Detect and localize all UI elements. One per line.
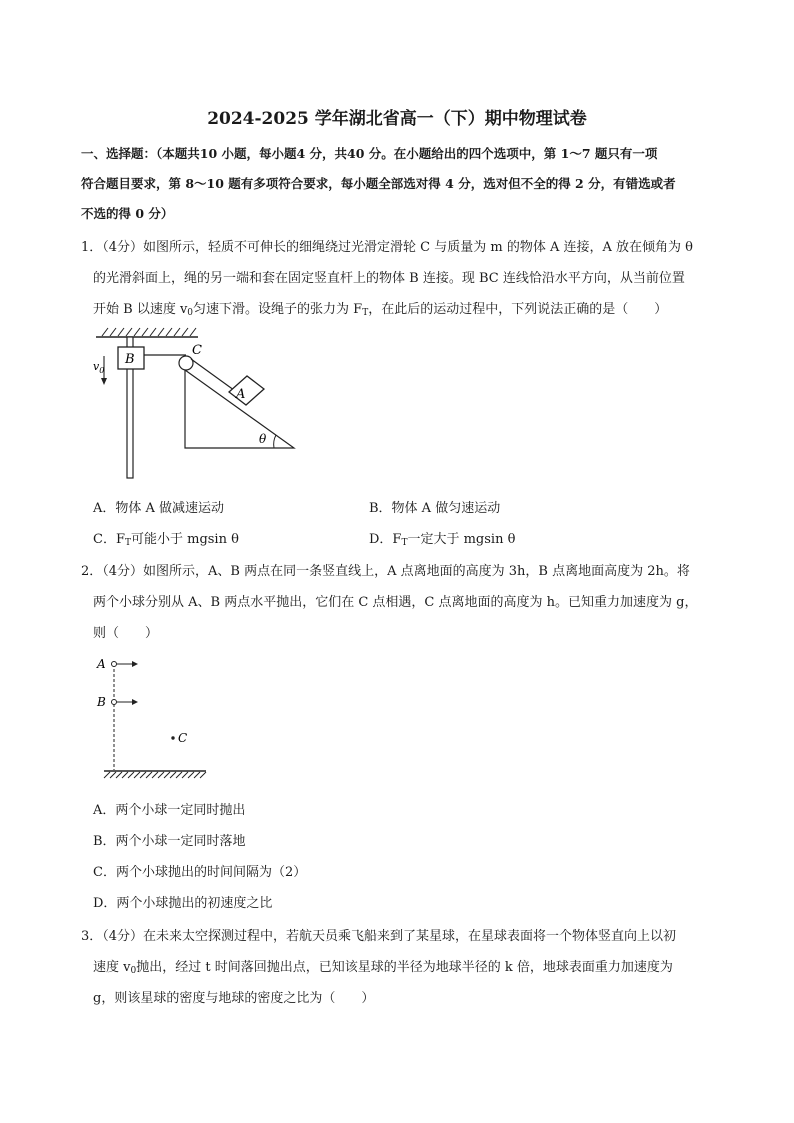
q2-fig-label-b: B (97, 695, 106, 709)
q1-option-c-post: 可能小于 mgsin θ (130, 532, 239, 547)
q1-line-3-text-c: ，在此后的运动过程中，下列说法正确的是（ ） (368, 302, 668, 317)
section-line-3: 不选的得 0 分） (81, 206, 174, 221)
q1-option-d-sub: T (401, 538, 408, 548)
q1-option-b: B．物体 A 做匀速运动 (369, 501, 501, 516)
section-line-1: 一、选择题：（本题共10 小题，每小题4 分，共40 分。在小题给出的四个选项中，第 1～7 题只有一项 (81, 146, 658, 161)
q3-line-2-text-b: 抛出，经过 t 时间落回抛出点，已知该星球的半径为地球半径的 k 倍，地球表面重力加速度为 (136, 960, 673, 975)
q1-fig-label-c: C (192, 343, 202, 358)
q1-option-c-pre: C．F (93, 532, 125, 547)
q1-option-a: A．物体 A 做减速运动 (93, 501, 225, 516)
q1-fig-label-theta: θ (259, 432, 267, 446)
q1-line-3-sub: 0 (187, 308, 194, 318)
q3-line-1: 3．（4分）在未来太空探测过程中，若航天员乘飞船来到了某星球，在星球表面将一个物体竖直向上以初 (81, 929, 677, 944)
q2-fig-label-a: A (97, 657, 106, 671)
q2-option-a: A．两个小球一定同时抛出 (93, 803, 246, 818)
q2-option-b: B．两个小球一定同时落地 (93, 834, 246, 849)
q1-fig-label-b: B (125, 352, 135, 367)
q2-option-c: C．两个小球抛出的时间间隔为（2） (93, 865, 307, 880)
q1-line-3-text-a: 开始 B 以速度 v (93, 302, 188, 317)
q1-line-3-sub2: T (362, 308, 369, 318)
q1-line-3 (93, 298, 667, 318)
q2-line-1: 2．（4分）如图所示，A、B 两点在同一条竖直线上，A 点离地面的高度为 3h，B 点离地面高度为 2h。将 (81, 564, 690, 579)
q2-option-d: D．两个小球抛出的初速度之比 (93, 896, 273, 911)
q3-line-2 (93, 956, 673, 976)
q1-fig-label-a: A (236, 387, 246, 402)
q1-option-d-post: 一定大于 mgsin θ (407, 532, 516, 547)
q1-line-2: 的光滑斜面上，绳的另一端和套在固定竖直杆上的物体 B 连接。现 BC 连线恰沿水平方向，从当前位置 (93, 271, 685, 286)
q1-line-1: 1．（4分）如图所示，轻质不可伸长的细绳绕过光滑定滑轮 C 与质量为 m 的物体 A 连接，A 放在倾角为 θ (81, 240, 693, 255)
q1-fig-label-v: $v_0$ (93, 360, 105, 375)
q3-line-2-sub: 0 (130, 966, 137, 976)
page-title: 2024-2025 学年湖北省高一（下）期中物理试卷 (207, 109, 587, 129)
q1-option-c-sub: T (124, 538, 131, 548)
q1-option-c (93, 528, 239, 548)
section-line-2: 符合题目要求，第 8～10 题有多项符合要求，每小题全部选对得 4 分，选对但不全的得 2 分，有错选或者 (81, 176, 676, 191)
q3-line-2-text-a: 速度 v (93, 960, 131, 975)
q2-line-3: 则（ ） (93, 626, 159, 641)
q2-figure (92, 652, 212, 782)
q3-line-3: g，则该星球的密度与地球的密度之比为（ ） (93, 991, 375, 1006)
q1-figure (88, 326, 308, 482)
section-header (81, 139, 721, 229)
q2-fig-label-c: C (178, 731, 188, 745)
q1-option-d (369, 528, 515, 548)
q1-line-3-text-b: 匀速下滑。设绳子的张力为 F (193, 302, 363, 317)
q1-option-d-pre: D．F (369, 532, 402, 547)
q2-line-2: 两个小球分别从 A、B 两点水平抛出，它们在 C 点相遇，C 点离地面的高度为 h。已知重力加速度为 g， (93, 595, 698, 610)
